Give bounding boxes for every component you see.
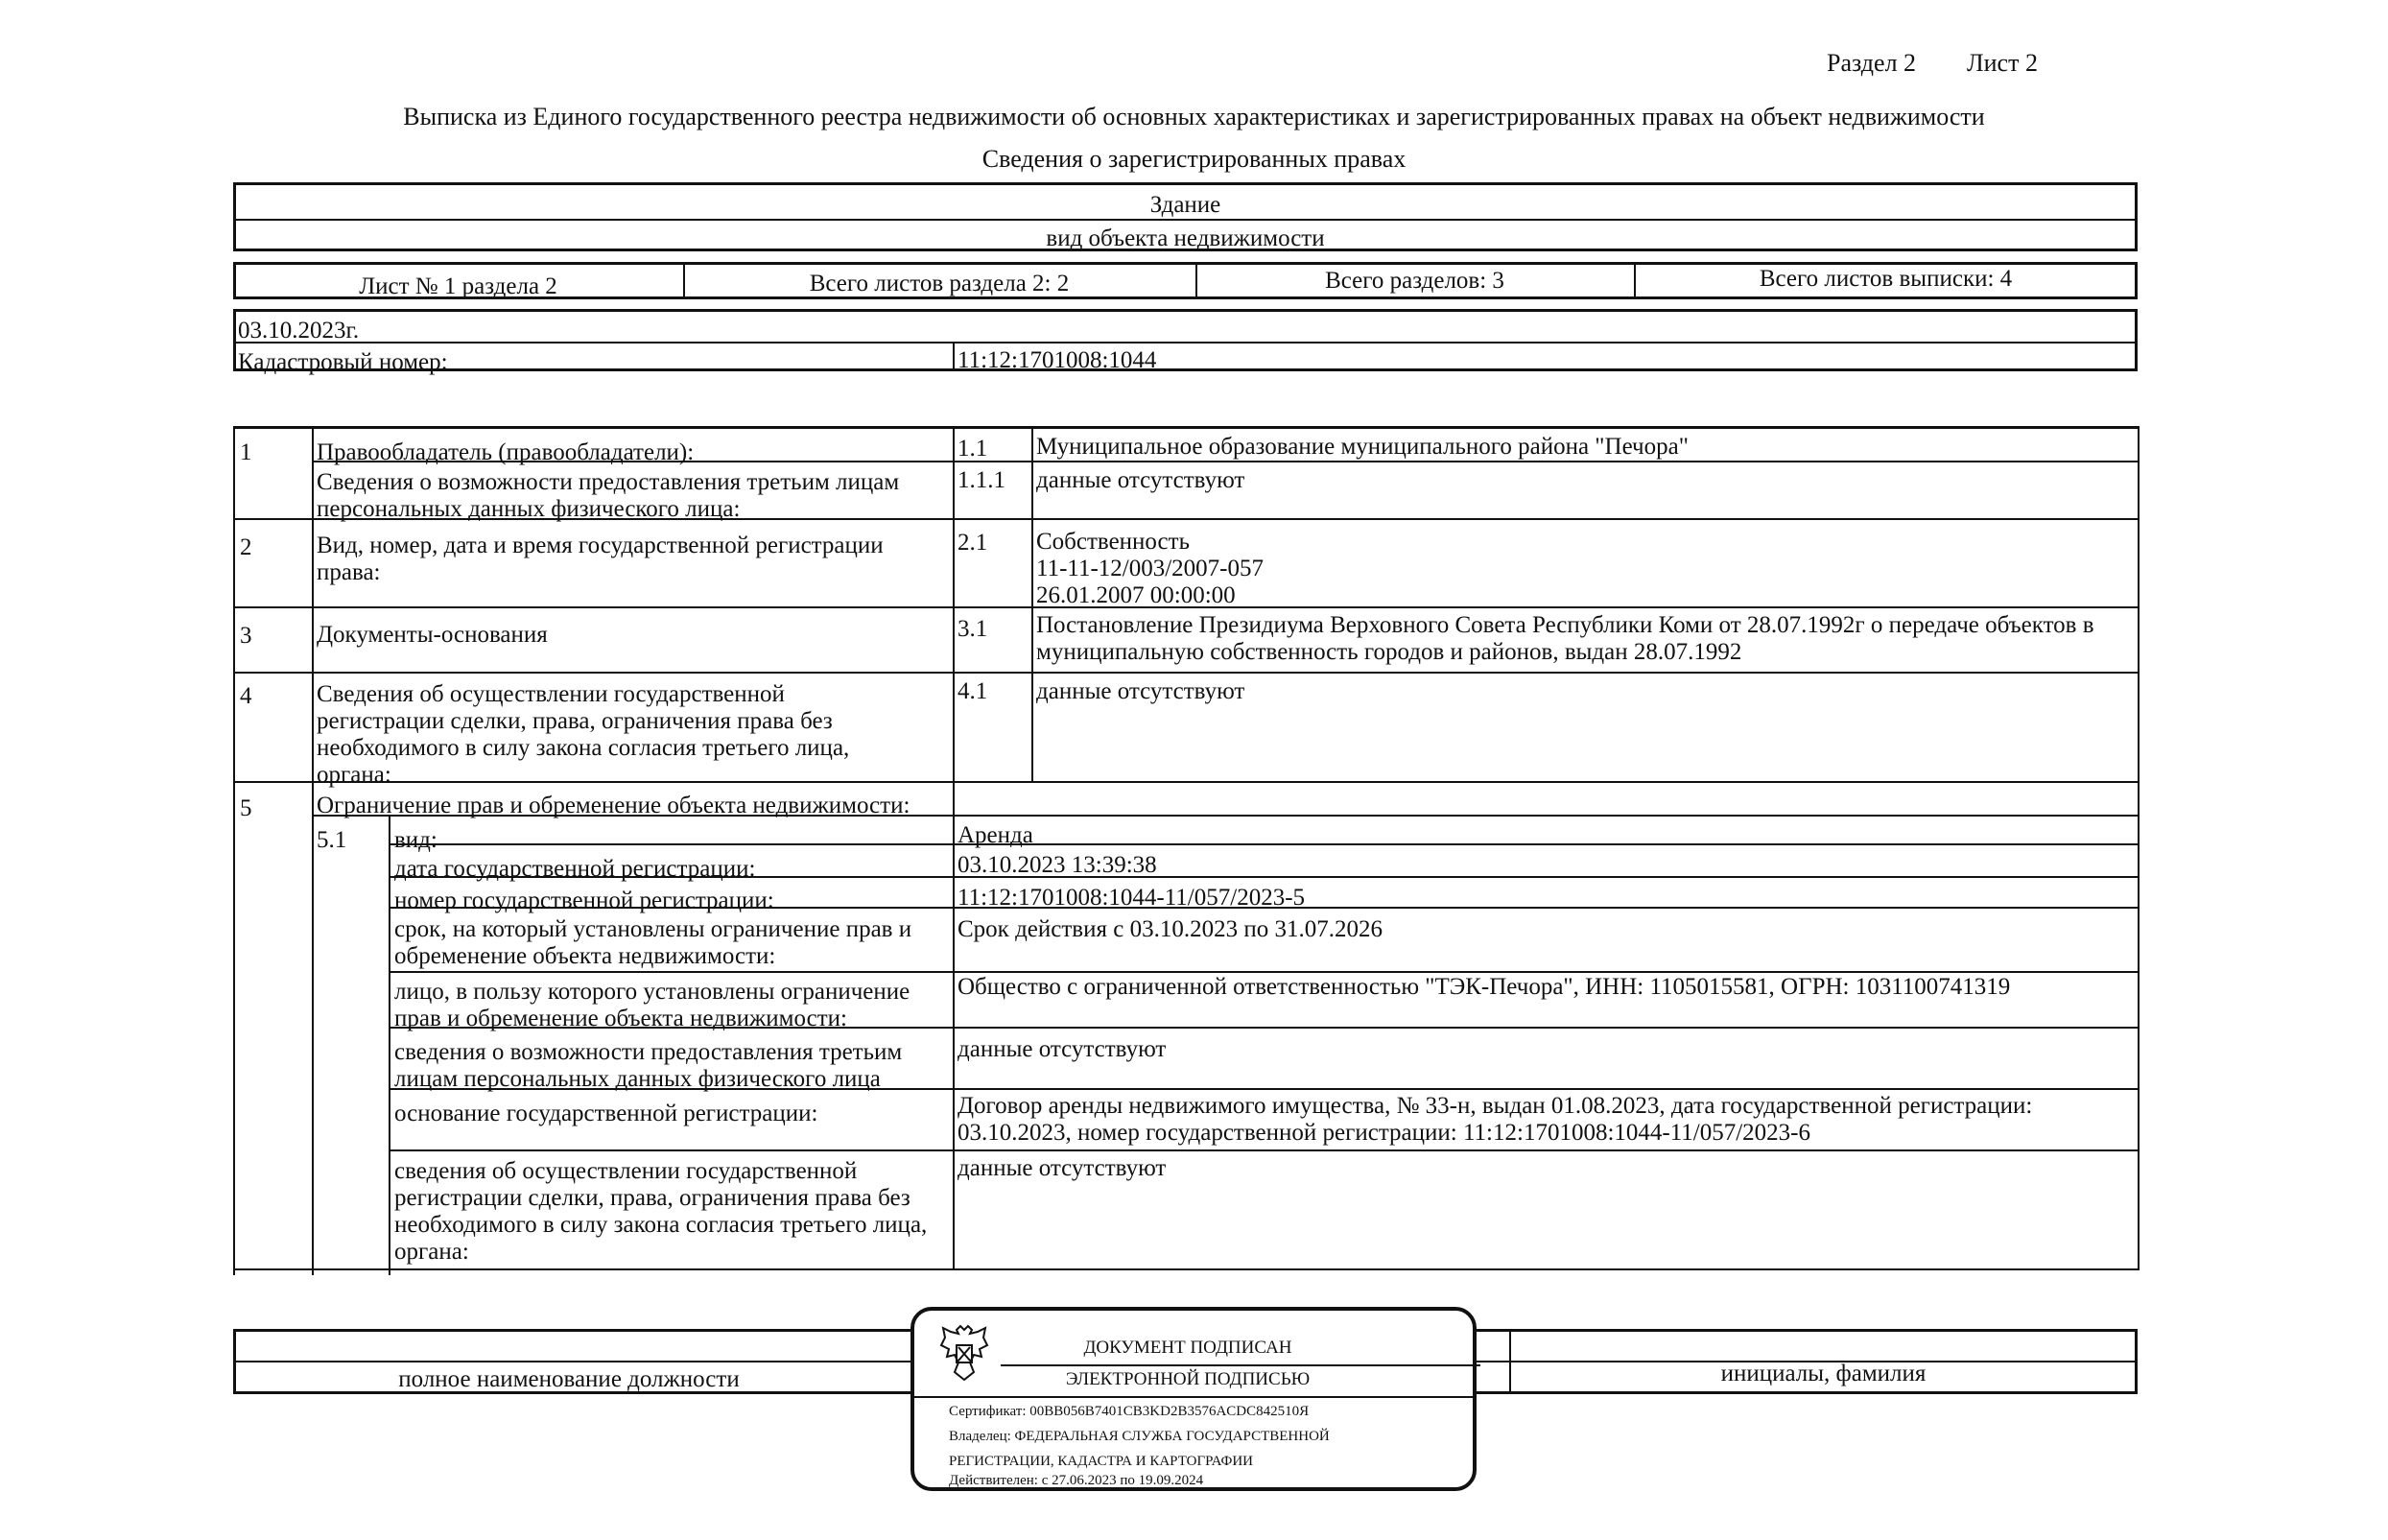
right-holder: Муниципальное образование муниципального района "Печора": [1036, 434, 1689, 460]
registration-basis-label: основание государственной регистрации:: [394, 1101, 818, 1126]
cadastral-number: 11:12:1701008:1044: [958, 347, 1157, 373]
row-4-number: 4: [240, 683, 252, 709]
cadastral-label: Кадастровый номер:: [238, 349, 448, 375]
total-sections: Всего разделов: 3: [1325, 268, 1504, 294]
encumbrance-kind-label: вид:: [394, 827, 437, 853]
stamp-owner-2: РЕГИСТРАЦИИ, КАДАСТРА И КАРТОГРАФИИ: [949, 1454, 1253, 1469]
double-headed-eagle-emblem-icon: [937, 1324, 991, 1384]
basis-documents: Постановление Президиума Верховного Совета Республики Коми от 28.07.1992г о передаче объектов в муниципальную собственность городов и районов, выдан 28.07.1992: [1036, 612, 2094, 665]
consent-label: сведения об осуществлении государственной регистрации сделки, права, ограничения права без необходимого в силу закона согласия третьего лица, органа:: [394, 1158, 928, 1265]
total-sheets-section: Всего листов раздела 2: 2: [809, 271, 1070, 296]
row-1-label: Правообладатель (правообладатели):: [317, 439, 695, 465]
meta-table: [233, 309, 2138, 371]
consent-value: данные отсутствуют: [958, 1155, 1167, 1181]
row-2-number: 2: [240, 534, 252, 560]
registration-number-label: номер государственной регистрации:: [394, 888, 774, 913]
encumbrance-kind: Аренда: [958, 822, 1033, 848]
row-2-code: 2.1: [958, 530, 988, 556]
beneficiary-label: лицо, в пользу которого установлены ограничение прав и обременение объекта недвижимости:: [394, 979, 910, 1031]
object-type-caption: вид объекта недвижимости: [1046, 225, 1325, 251]
name-caption: инициалы, фамилия: [1720, 1361, 1927, 1386]
stamp-line-1: ДОКУМЕНТ ПОДПИСАН: [1083, 1338, 1292, 1358]
row-5-label: Ограничение прав и обременение объекта недвижимости:: [317, 793, 910, 818]
stamp-certificate: Сертификат: 00BB056B7401CB3KD2B3576ACDC842510Я: [949, 1404, 1310, 1419]
registration-basis-value: Договор аренды недвижимого имущества, № 33-н, выдан 01.08.2023, дата государственной регистрации: 03.10.2023, номер государственной регистрации: 11:12:1701008:1044-11/057/2023-6: [958, 1093, 2033, 1146]
sheet-number: Лист № 1 раздела 2: [359, 273, 557, 299]
beneficiary-value: Общество с ограниченной ответственностью "ТЭК-Печора", ИНН: 1105015581, ОГРН: 1031100741319: [958, 974, 2011, 1000]
right-datetime: 26.01.2007 00:00:00: [1036, 582, 1236, 608]
extract-date: 03.10.2023г.: [238, 318, 360, 344]
personal-data-label: сведения о возможности предоставления третьим лицам персональных данных физического лица: [394, 1039, 903, 1092]
registration-number: 11:12:1701008:1044-11/057/2023-5: [958, 885, 1306, 911]
section-label: Раздел 2: [1827, 49, 1917, 77]
row-3-number: 3: [240, 623, 252, 649]
row-4-code: 4.1: [958, 678, 988, 704]
row-2-label: Вид, номер, дата и время государственной регистрации права:: [317, 533, 884, 585]
row-1-code: 1.1: [958, 436, 988, 462]
row-1-1-code: 1.1.1: [958, 467, 1005, 493]
row-4-value: данные отсутствуют: [1036, 678, 1245, 704]
right-type: Собственность: [1036, 529, 1190, 555]
document-title: Выписка из Единого государственного реестра недвижимости об основных характеристиках и зарегистрированных правах на объект недвижимости: [403, 103, 1985, 130]
registration-date: 03.10.2023 13:39:38: [958, 852, 1157, 878]
row-5-number: 5: [240, 795, 252, 821]
position-caption: полное наименование должности: [398, 1366, 740, 1392]
term-label: срок, на который установлены ограничение прав и обременение объекта недвижимости:: [394, 916, 912, 969]
row-1-number: 1: [240, 439, 252, 465]
row-3-code: 3.1: [958, 616, 988, 642]
right-number: 11-11-12/003/2007-057: [1036, 556, 1265, 581]
row-3-label: Документы-основания: [317, 622, 548, 648]
term-value: Срок действия с 03.10.2023 по 31.07.2026: [958, 916, 1383, 942]
stamp-validity: Действителен: с 27.06.2023 по 19.09.2024: [949, 1473, 1204, 1488]
row-4-label: Сведения об осуществлении государственной регистрации сделки, права, ограничения права без необходимого в силу закона согласия третьего лица, органа:: [317, 681, 850, 788]
stamp-line-2: ЭЛЕКТРОННОЙ ПОДПИСЬЮ: [1065, 1369, 1311, 1389]
document-subtitle: Сведения о зарегистрированных правах: [981, 145, 1407, 173]
object-type: Здание: [1149, 192, 1221, 218]
personal-data-value: данные отсутствуют: [958, 1036, 1167, 1062]
electronic-signature-stamp: [910, 1307, 1477, 1491]
stamp-owner-1: Владелец: ФЕДЕРАЛЬНАЯ СЛУЖБА ГОСУДАРСТВЕННОЙ: [949, 1429, 1330, 1444]
row-1-1-value: данные отсутствуют: [1036, 467, 1245, 493]
sheet-label: Лист 2: [1967, 49, 2038, 77]
row-1-1-label: Сведения о возможности предоставления третьим лицам персональных данных физического лица:: [317, 469, 900, 522]
row-5-1-code: 5.1: [317, 827, 347, 853]
total-sheets: Всего листов выписки: 4: [1759, 266, 2013, 292]
registration-date-label: дата государственной регистрации:: [394, 856, 756, 882]
